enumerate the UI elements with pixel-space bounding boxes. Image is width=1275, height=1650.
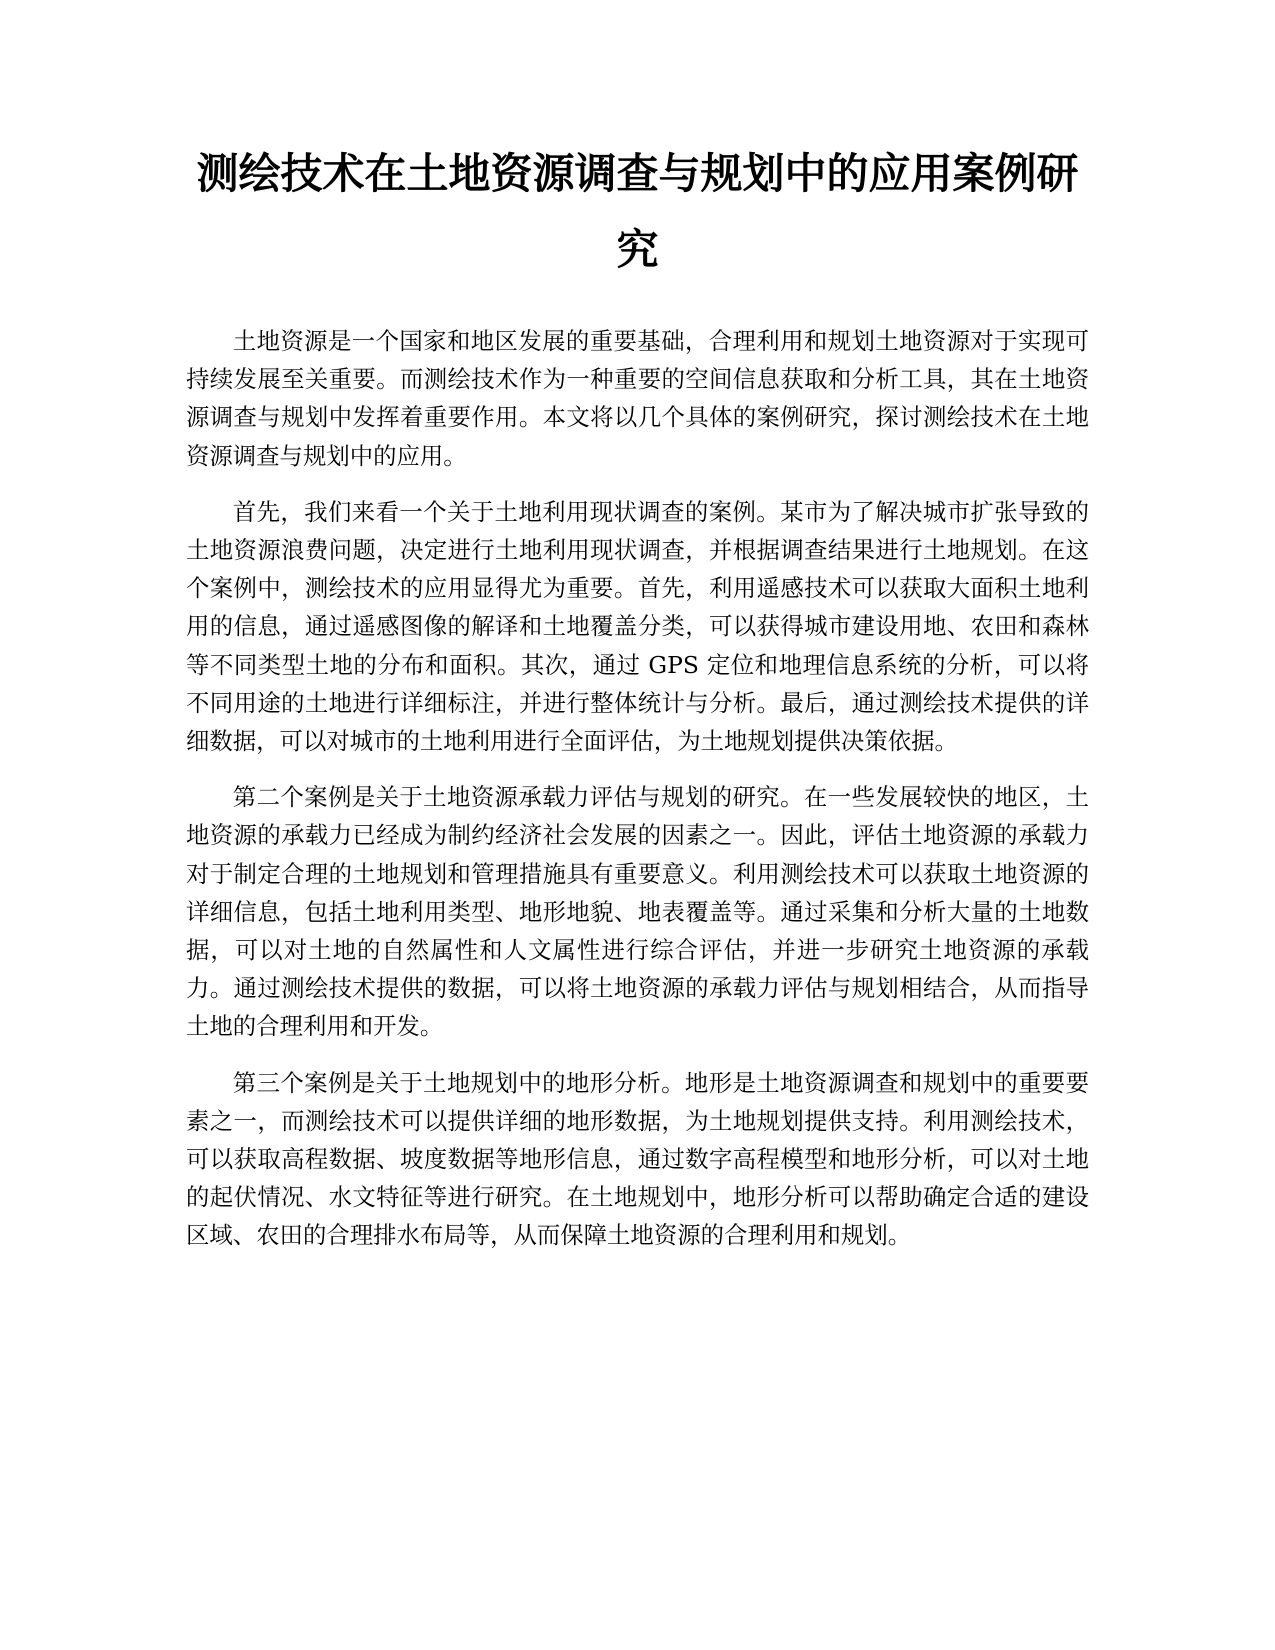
- document-body: [186, 322, 1089, 1273]
- document-title: 测绘技术在土地资源调查与规划中的应用案例研究: [196, 149, 1079, 274]
- paragraph-case-2: 第二个案例是关于土地资源承载力评估与规划的研究。在一些发展较快的地区，土地资源的承载力已经成为制约经济社会发展的因素之一。因此，评估土地资源的承载力对于制定合理的土地规划和管理措施具有重要意义。利用测绘技术可以获取土地资源的详细信息，包括土地利用类型、地形地貌、地表覆盖等。通过采集和分析大量的土地数据，可以对土地的自然属性和人文属性进行综合评估，并进一步研究土地资源的承载力。通过测绘技术提供的数据，可以将土地资源的承载力评估与规划相结合，从而指导土地的合理利用和开发。: [186, 783, 1089, 1041]
- paragraph-case-3: 第三个案例是关于土地规划中的地形分析。地形是土地资源调查和规划中的重要要素之一，而测绘技术可以提供详细的地形数据，为土地规划提供支持。利用测绘技术，可以获取高程数据、坡度数据等地形信息，通过数字高程模型和地形分析，可以对土地的起伏情况、水文特征等进行研究。在土地规划中，地形分析可以帮助确定合适的建设区域、农田的合理排水布局等，从而保障土地资源的合理利用和规划。: [186, 1068, 1089, 1250]
- paragraph-intro: 土地资源是一个国家和地区发展的重要基础，合理利用和规划土地资源对于实现可持续发展至关重要。而测绘技术作为一种重要的空间信息获取和分析工具，其在土地资源调查与规划中发挥着重要作用。本文将以几个具体的案例研究，探讨测绘技术在土地资源调查与规划中的应用。: [186, 327, 1089, 470]
- paragraph-case-1: 首先，我们来看一个关于土地利用现状调查的案例。某市为了解决城市扩张导致的土地资源浪费问题，决定进行土地利用现状调查，并根据调查结果进行土地规划。在这个案例中，测绘技术的应用显得尤为重要。首先，利用遥感技术可以获取大面积土地利用的信息，通过遥感图像的解译和土地覆盖分类，可以获得城市建设用地、农田和森林等不同类型土地的分布和面积。其次，通过 GPS 定位和地理信息系统的分析，可以将不同用途的土地进行详细标注，并进行整体统计与分析。最后，通过测绘技术提供的详细数据，可以对城市的土地利用进行全面评估，为土地规划提供决策依据。: [186, 497, 1089, 756]
